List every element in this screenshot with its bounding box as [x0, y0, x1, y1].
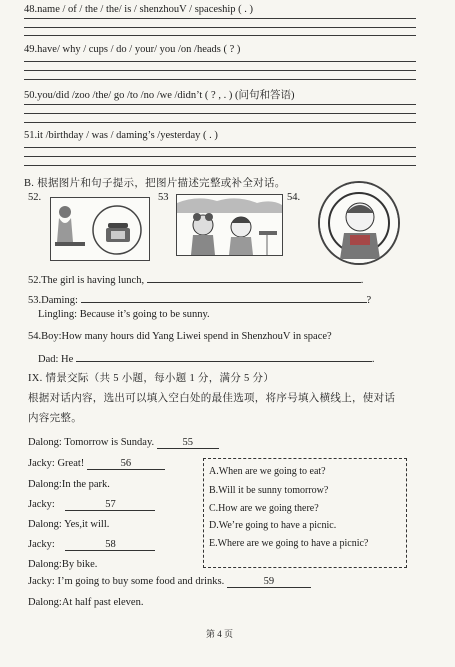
answer-blank-55[interactable]: 55: [157, 437, 219, 449]
dialog-line-2: [28, 458, 165, 470]
section-b-title: B. 根据图片和句子提示，把图片描述完整或补全对话。: [24, 178, 286, 189]
dialog-text: Jacky:: [28, 539, 55, 550]
question-52: [28, 271, 363, 286]
option-b: B.Will it be sunny tomorrow?: [209, 485, 329, 496]
q52-text: 52.The girl is having lunch,: [28, 275, 145, 286]
dialog-text: Jacky: Great!: [28, 458, 85, 469]
answer-blank-57[interactable]: 57: [65, 499, 155, 511]
answer-blank-59[interactable]: 59: [227, 576, 311, 588]
pic-52-number: 52.: [28, 192, 42, 203]
answer-line: [24, 122, 416, 123]
pic-54-number: 54.: [287, 192, 301, 203]
question-50: 50.you/did /zoo /the/ go /to /no /we /didn’t ( ? , . ) (问句和答语): [24, 90, 295, 101]
dialog-text: Jacky: I’m going to buy some food and drinks.: [28, 576, 225, 587]
answer-line: [24, 35, 416, 36]
pic-53-number: 53: [158, 192, 169, 203]
answer-line: [24, 104, 416, 105]
dialog-text: Dalong: Tomorrow is Sunday.: [28, 437, 155, 448]
q54-end: .: [371, 354, 375, 365]
q53-end: ?: [366, 295, 372, 306]
answer-line: [24, 165, 416, 166]
answer-blank-58[interactable]: 58: [65, 539, 155, 551]
dialog-line-5: Dalong: Yes,it will.: [28, 519, 110, 530]
option-d: D.We’re going to have a picnic.: [209, 520, 337, 531]
q54-dad: Dad: He: [38, 354, 74, 365]
answer-line: [24, 147, 416, 148]
answer-line: [24, 156, 416, 157]
q53-reply: Lingling: Because it’s going to be sunny.: [38, 309, 210, 320]
section-ix-instructions-2: 内容完整。: [28, 413, 82, 424]
answer-line: [24, 70, 416, 71]
section-ix-instructions-1: 根据对话内容，选出可以填入空白处的最佳选项，将序号填入横线上，使对话: [28, 393, 396, 404]
dialog-line-7: Dalong:By bike.: [28, 559, 98, 570]
answer-line: [24, 113, 416, 114]
question-49: 49.have/ why / cups / do / your/ you /on /heads ( ? ): [24, 44, 241, 55]
page-number: 第 4 页: [206, 629, 234, 639]
dialog-line-1: [28, 437, 219, 449]
dialog-line-6: [28, 539, 155, 551]
answer-line: [24, 27, 416, 28]
picture-girl-phone: [50, 197, 150, 261]
dialog-line-8: [28, 576, 311, 588]
girl-phone-illustration: [51, 198, 149, 260]
boy-girl-illustration: [177, 195, 282, 255]
option-c: C.How are we going there?: [209, 503, 319, 514]
dialog-line-9: Dalong:At half past eleven.: [28, 597, 144, 608]
answer-line: [24, 18, 416, 19]
dialog-line-4: [28, 499, 155, 511]
q53-answer-blank[interactable]: [81, 291, 367, 303]
option-a: A.When are we going to eat?: [209, 466, 326, 477]
astronaut-illustration: [320, 183, 398, 263]
q52-end: .: [360, 275, 364, 286]
dialog-text: Jacky:: [28, 499, 55, 510]
q52-answer-blank[interactable]: [147, 271, 361, 283]
q54-answer-blank[interactable]: [76, 350, 372, 362]
option-e: E.Where are we going to have a picnic?: [209, 538, 369, 549]
question-51: 51.it /birthday / was / daming’s /yesterday ( . ): [24, 130, 218, 141]
answer-line: [24, 79, 416, 80]
picture-astronaut: [318, 181, 400, 265]
question-48: 48.name / of / the / the/ is / shenzhouV / spaceship ( . ): [24, 4, 254, 15]
question-54-answer: [38, 350, 375, 365]
answer-blank-56[interactable]: 56: [87, 458, 165, 470]
picture-boy-girl: [176, 194, 283, 256]
question-54: 54.Boy:How many hours did Yang Liwei spend in ShenzhouV in space?: [28, 331, 332, 342]
question-53: [28, 291, 371, 306]
dialog-line-3: Dalong:In the park.: [28, 479, 110, 490]
q53-speaker: 53.Daming:: [28, 295, 78, 306]
section-ix-title: IX. 情景交际（共 5 小题，每小题 1 分，满分 5 分）: [28, 373, 275, 384]
answer-line: [24, 61, 416, 62]
